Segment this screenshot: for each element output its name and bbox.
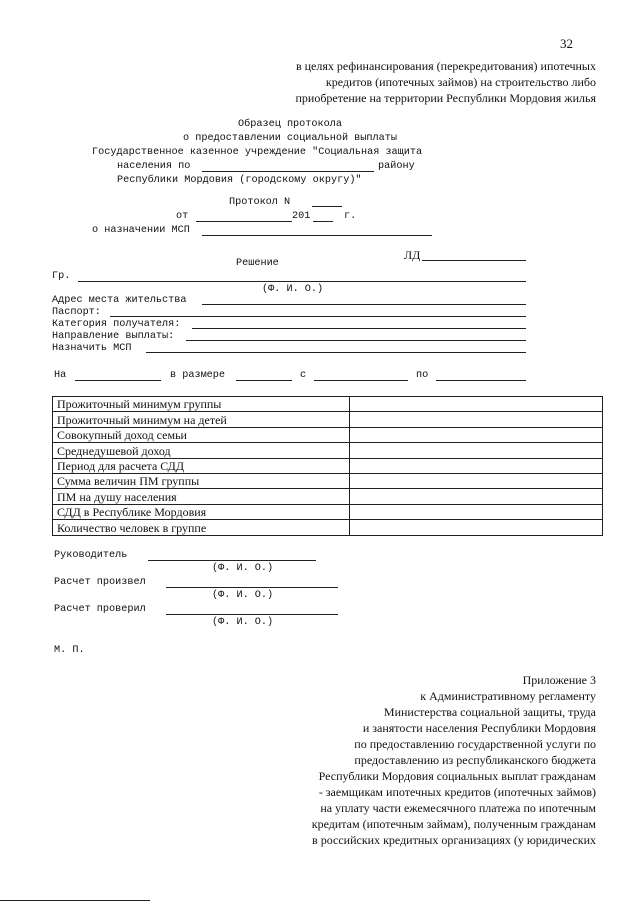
table-row — [53, 489, 603, 504]
header-line-2: кредитов (ипотечных займов) на строительство либо — [325, 75, 596, 89]
table-row — [53, 520, 603, 535]
field-passport-blank — [110, 316, 526, 317]
protocol-from-label: от — [176, 211, 189, 222]
institution-line: Государственное казенное учреждение "Социальная защита — [92, 147, 423, 158]
decision-title: Решение — [236, 258, 279, 269]
appendix-line-6: предоставлению из республиканского бюджета — [354, 753, 596, 767]
footnote-rule — [0, 900, 150, 901]
period-to-blank — [436, 380, 526, 381]
row-value — [350, 504, 603, 519]
period-amount-label: в размере — [170, 370, 226, 381]
row-label: Прожиточный минимум на детей — [53, 412, 350, 427]
field-address-label: Адрес места жительства — [52, 295, 187, 306]
row-label: Прожиточный минимум группы — [53, 397, 350, 412]
citizen-blank — [78, 281, 526, 282]
signature-head-label: Руководитель — [54, 550, 128, 561]
signature-head-hint: (Ф. И. О.) — [212, 563, 274, 574]
table-row — [53, 473, 603, 488]
table-row — [53, 443, 603, 458]
period-amount-blank — [236, 380, 292, 381]
appendix-line-2: к Административному регламенту — [420, 689, 596, 703]
signature-calc-blank — [166, 587, 338, 588]
period-from-blank — [314, 380, 408, 381]
ld-blank — [422, 260, 526, 261]
row-value — [350, 458, 603, 473]
table-row — [53, 412, 603, 427]
row-label: Количество человек в группе — [53, 520, 350, 535]
field-direction-label: Направление выплаты: — [52, 331, 175, 342]
appendix-line-4: и занятости населения Республики Мордовия — [362, 721, 596, 735]
signature-calc-hint: (Ф. И. О.) — [212, 590, 274, 601]
header-line-1: в целях рефинансирования (перекредитования) ипотечных — [295, 59, 596, 73]
field-assign-blank — [146, 352, 526, 353]
period-on-blank — [75, 380, 161, 381]
republic-line: Республики Мордовия (городскому округу)" — [117, 175, 362, 186]
protocol-year-suffix: г. — [344, 211, 357, 222]
region-blank — [202, 171, 374, 172]
appendix-line-1: Приложение 3 — [522, 673, 596, 687]
appendix-line-8: - заемщикам ипотечных кредитов (ипотечных займов) — [318, 785, 596, 799]
row-value — [350, 412, 603, 427]
form-title: Образец протокола — [238, 119, 342, 130]
field-passport-label: Паспорт: — [52, 307, 101, 318]
signature-calc-label: Расчет произвел — [54, 577, 146, 588]
appendix-line-7: Республики Мордовия социальных выплат гражданам — [318, 769, 596, 783]
period-on-label: На — [54, 370, 67, 381]
appendix-line-5: по предоставлению государственной услуги по — [354, 737, 596, 751]
table-row — [53, 397, 603, 412]
row-value — [350, 473, 603, 488]
row-value — [350, 397, 603, 412]
row-label: СДД в Республике Мордовия — [53, 504, 350, 519]
appendix-line-9: на уплату части ежемесячного платежа по ипотечным — [320, 801, 596, 815]
row-label: Сумма величин ПМ группы — [53, 473, 350, 488]
period-to-label: по — [416, 370, 429, 381]
row-label: ПМ на душу населения — [53, 489, 350, 504]
ld-label: ЛД — [404, 248, 421, 262]
citizen-fio-hint: (Ф. И. О.) — [262, 284, 324, 295]
calculation-table — [52, 396, 603, 536]
stamp-place: М. П. — [54, 645, 85, 656]
field-direction-blank — [186, 340, 526, 341]
form-subtitle: о предоставлении социальной выплаты — [183, 133, 397, 144]
row-value — [350, 427, 603, 442]
region-suffix: району — [378, 161, 415, 172]
row-label: Среднедушевой доход — [53, 443, 350, 458]
page-number: 32 — [560, 36, 573, 51]
row-value — [350, 443, 603, 458]
protocol-year-blank — [313, 221, 333, 222]
appendix-line-10: кредитам (ипотечным займам), полученным гражданам — [311, 817, 596, 831]
row-value — [350, 489, 603, 504]
appendix-line-3: Министерства социальной защиты, труда — [383, 705, 596, 719]
protocol-number-blank — [312, 206, 342, 207]
protocol-assign-label: о назначении МСП — [92, 225, 190, 236]
period-from-label: с — [300, 370, 307, 381]
protocol-number-label: Протокол N — [229, 197, 291, 208]
row-value — [350, 520, 603, 535]
field-category-label: Категория получателя: — [52, 319, 181, 330]
signature-head-blank — [148, 560, 316, 561]
field-category-blank — [192, 328, 526, 329]
protocol-year: 201 — [292, 211, 311, 222]
signature-check-blank — [166, 614, 338, 615]
appendix-line-11: в российских кредитных организациях (у юридических — [312, 833, 596, 847]
field-address-blank — [202, 304, 526, 305]
table-row — [53, 504, 603, 519]
row-label: Совокупный доход семьи — [53, 427, 350, 442]
signature-check-hint: (Ф. И. О.) — [212, 617, 274, 628]
table-row — [53, 427, 603, 442]
region-prefix: населения по — [117, 161, 191, 172]
citizen-label: Гр. — [52, 271, 71, 282]
table-row — [53, 458, 603, 473]
header-line-3: приобретение на территории Республики Мордовия жилья — [295, 91, 596, 105]
row-label: Период для расчета СДД — [53, 458, 350, 473]
signature-check-label: Расчет проверил — [54, 604, 146, 615]
protocol-assign-blank — [202, 235, 432, 236]
field-assign-label: Назначить МСП — [52, 343, 132, 354]
protocol-date-blank — [196, 221, 292, 222]
